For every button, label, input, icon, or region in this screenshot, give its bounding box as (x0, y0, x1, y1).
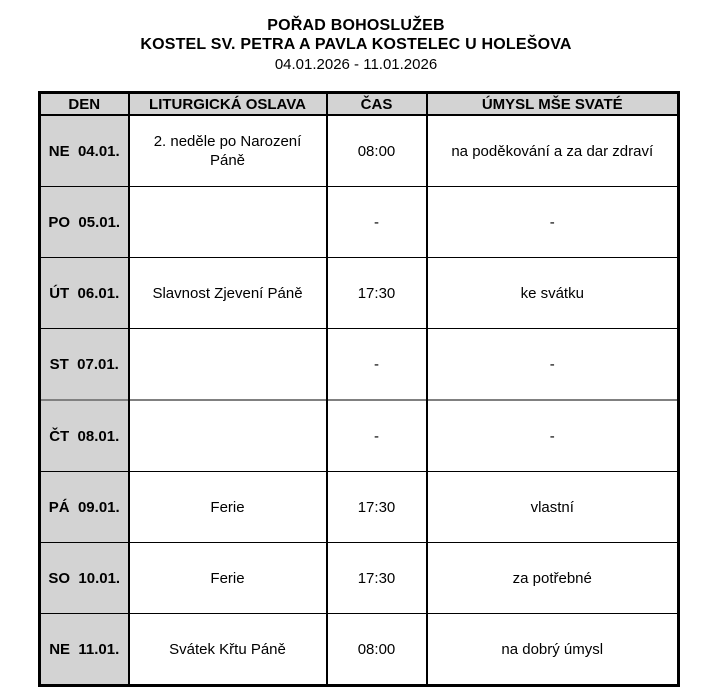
table-row (40, 472, 679, 543)
day-cell: ST 07.01. (40, 329, 129, 401)
document-header (0, 16, 712, 74)
day-cell: ÚT 06.01. (40, 258, 129, 329)
time-cell: 17:30 (327, 543, 427, 614)
schedule-table (38, 91, 680, 687)
table-row (40, 543, 679, 614)
table-row (40, 400, 679, 472)
intention-cell: - (427, 187, 679, 258)
time-cell: - (327, 400, 427, 472)
time-cell: 08:00 (327, 115, 427, 187)
celebration-cell: Ferie (129, 543, 327, 614)
intention-cell: za potřebné (427, 543, 679, 614)
schedule-table-body (40, 115, 679, 686)
day-cell: ČT 08.01. (40, 400, 129, 472)
day-cell: PÁ 09.01. (40, 472, 129, 543)
time-cell: 17:30 (327, 472, 427, 543)
table-header-row (40, 93, 679, 116)
time-cell: 08:00 (327, 614, 427, 686)
time-cell: - (327, 187, 427, 258)
day-cell: PO 05.01. (40, 187, 129, 258)
intention-cell: - (427, 400, 679, 472)
page-title: POŘAD BOHOSLUŽEB (267, 17, 445, 34)
celebration-cell: 2. neděle po Narození Páně (129, 115, 327, 187)
table-row (40, 258, 679, 329)
day-cell: NE 11.01. (40, 614, 129, 686)
celebration-cell: Slavnost Zjevení Páně (129, 258, 327, 329)
intention-cell: ke svátku (427, 258, 679, 329)
celebration-cell: Svátek Křtu Páně (129, 614, 327, 686)
celebration-cell (129, 400, 327, 472)
day-cell: SO 10.01. (40, 543, 129, 614)
intention-cell: na poděkování a za dar zdraví (427, 115, 679, 187)
table-row (40, 115, 679, 187)
day-cell: NE 04.01. (40, 115, 129, 187)
intention-cell: na dobrý úmysl (427, 614, 679, 686)
intention-cell: - (427, 329, 679, 401)
table-row (40, 187, 679, 258)
celebration-cell (129, 329, 327, 401)
column-header-intention: ÚMYSL MŠE SVATÉ (427, 93, 679, 116)
table-row (40, 614, 679, 686)
time-cell: 17:30 (327, 258, 427, 329)
celebration-cell (129, 187, 327, 258)
table-row (40, 329, 679, 401)
column-header-day: DEN (40, 93, 129, 116)
intention-cell: vlastní (427, 472, 679, 543)
column-header-time: ČAS (327, 93, 427, 116)
date-range: 04.01.2026 - 11.01.2026 (274, 56, 438, 73)
time-cell: - (327, 329, 427, 401)
column-header-celebration: LITURGICKÁ OSLAVA (129, 93, 327, 116)
celebration-cell: Ferie (129, 472, 327, 543)
page-subtitle: KOSTEL SV. PETRA A PAVLA KOSTELEC U HOLEŠOVA (140, 36, 572, 53)
